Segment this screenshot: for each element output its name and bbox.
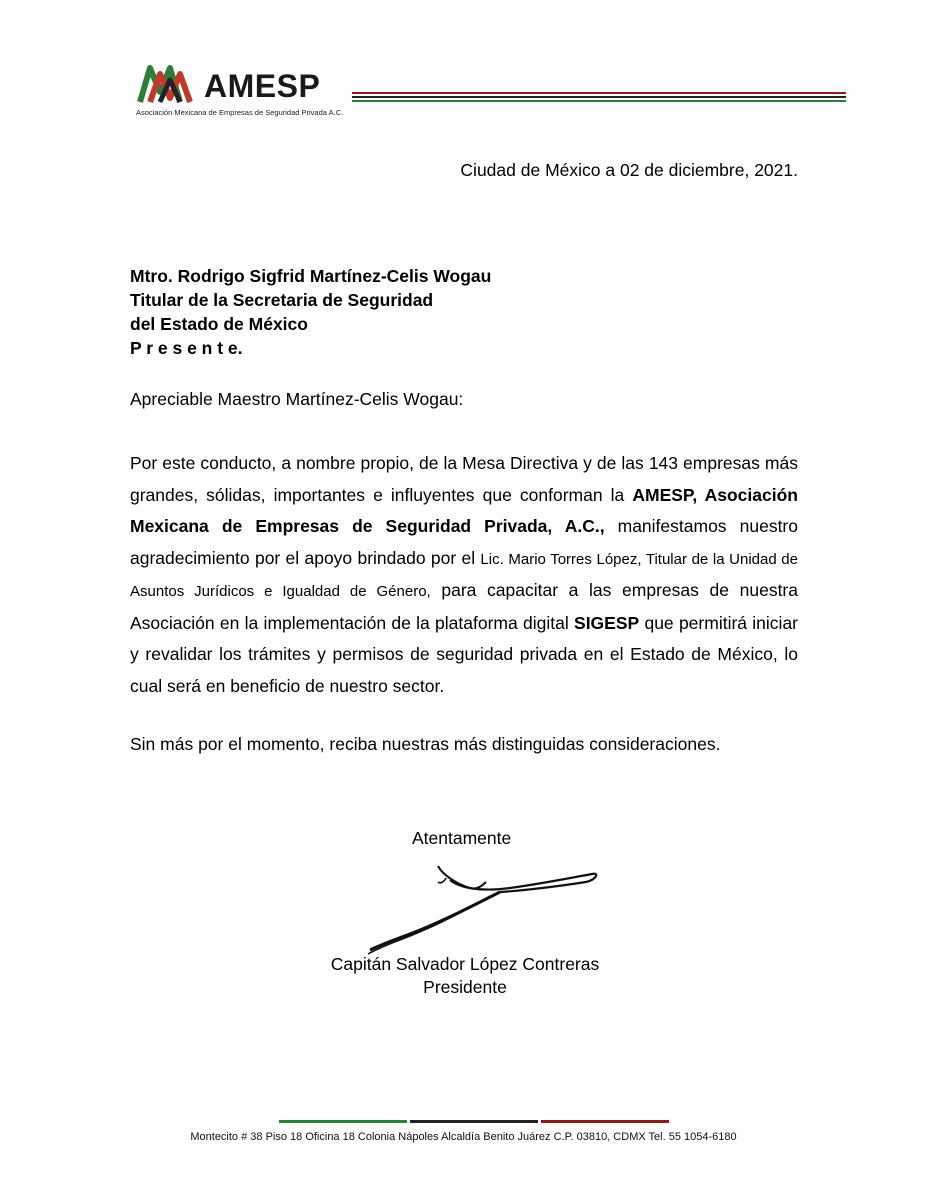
letter-body	[130, 448, 798, 702]
logo-subtitle: Asociación Mexicana de Empresas de Seguridad Privada A.C.	[136, 108, 344, 117]
amesp-logo	[136, 62, 346, 122]
amesp-logo-mark-icon	[136, 62, 206, 106]
recipient-block	[130, 264, 491, 360]
signer-block	[300, 953, 630, 999]
body-bold-amesp: AMESP, Asociación Mexicana de Empresas de Seguridad Privada, A.C.,	[130, 484, 798, 536]
date-line: Ciudad de México a 02 de diciembre, 2021.	[460, 160, 798, 180]
recipient-entity: del Estado de México	[130, 314, 308, 334]
body-text-1: Por este conducto, a nombre propio, de la Mesa Directiva y de las 143 empresas más grandes, sólidas, importantes e influyentes que conforman la	[130, 453, 798, 505]
body-text-3: para capacitar a las empresas de nuestra Asociación en la implementación de la plataforma digital	[130, 580, 798, 633]
recipient-presente: P r e s e n t e.	[130, 338, 243, 358]
signer-role: Presidente	[423, 977, 507, 997]
footer-divider-green	[279, 1120, 407, 1123]
body-small-lic: Lic. Mario Torres López, Titular de la Unidad de Asuntos Jurídicos e Igualdad de Género,	[130, 550, 798, 600]
body-text-2: manifestamos nuestro agradecimiento por el apoyo brindado por el	[130, 516, 798, 568]
footer-divider-red	[541, 1120, 669, 1123]
body-text-4: que permitirá iniciar y revalidar los trámites y permisos de seguridad privada en el Estado de México, lo cual será en beneficio de nuestro sector.	[130, 612, 799, 696]
recipient-name: Mtro. Rodrigo Sigfrid Martínez-Celis Wogau	[130, 266, 492, 286]
body-bold-sigesp: SIGESP	[574, 612, 640, 633]
logo-wordmark: AMESP	[204, 68, 321, 104]
signature-icon	[360, 858, 610, 958]
salutation: Apreciable Maestro Martínez-Celis Wogau:	[130, 389, 464, 409]
footer-address: Montecito # 38 Piso 18 Oficina 18 Colonia Nápoles Alcaldía Benito Juárez C.P. 03810, CDMX Tel. 55 1054-6180	[190, 1131, 737, 1143]
closing-line: Sin más por el momento, reciba nuestras más distinguidas consideraciones.	[130, 734, 721, 754]
recipient-title: Titular de la Secretaria de Seguridad	[130, 290, 434, 310]
header-divider	[352, 92, 846, 106]
footer-divider-black	[410, 1120, 538, 1123]
signer-name: Capitán Salvador López Contreras	[330, 954, 600, 974]
atentamente-label: Atentamente	[412, 828, 512, 848]
